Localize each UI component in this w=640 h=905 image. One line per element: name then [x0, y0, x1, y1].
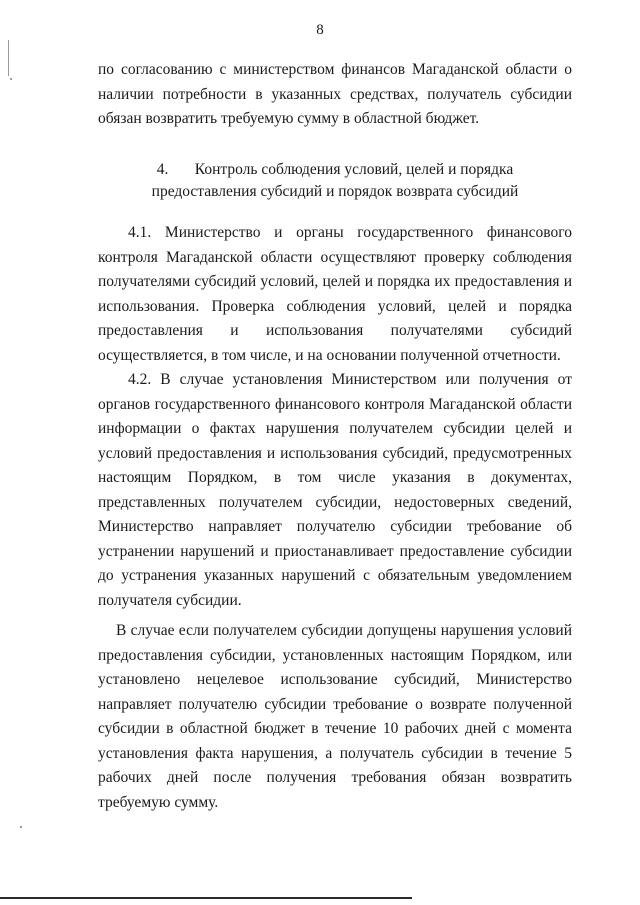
- page-number: 8: [316, 22, 324, 38]
- section-title-line-1: Контроль соблюдения условий, целей и порядка: [194, 161, 514, 178]
- paragraph-4-2: 4.2. В случае установления Министерством или получения от органов государственного финансового контроля Магаданской области информации о фактах нарушения получателем субсидии целей и условий предоставления и использования субсидий, предусмотренных настоящим Порядком, в том числе указания в документах, представленных получателем субсидии, недостоверных сведений, Министерство направляет получателю субсидии требование об устранении нарушений и приостанавливает предоставление субсидии до устранения указанных нарушений с обязательным уведомлением получателя субсидии.: [98, 371, 572, 609]
- scan-mark-edge: [20, 826, 22, 828]
- paragraph-4-1: 4.1. Министерство и органы государственного финансового контроля Магаданской области осуществляют проверку соблюдения получателями субсидий условий, целей и порядка их предоставления и использования. Проверка соблюдения условий, целей и порядка предоставления и использования получателями субсидий осуществляется, в том числе, и на основании полученной отчетности.: [98, 224, 572, 364]
- intro-text: по согласованию с министерством финансов Магаданской области о наличии потребности в указанных средствах, получатель субсидии обязан возвратить требуемую сумму в областной бюджет.: [98, 61, 572, 127]
- section-body: [98, 221, 572, 815]
- section-title-line-2: предоставления субсидий и порядок возврата субсидий: [151, 183, 519, 200]
- paragraph-4-2-continued: В случае если получателем субсидии допущены нарушения условий предоставления субсидии, установленных настоящим Порядком, или установлено нецелевое использование субсидий, Министерство направляет получателю субсидии требование о возврате полученной субсидии в областной бюджет в течение 10 рабочих дней с момента установления факта нарушения, а получатель субсидии в течение 5 рабочих дней после получения требования обязан возвратить требуемую сумму.: [98, 622, 572, 811]
- intro-paragraph: [98, 58, 572, 132]
- scan-mark-left-dot: [10, 78, 12, 80]
- section-number: 4.: [156, 161, 169, 178]
- section-heading-line-1: [98, 159, 572, 181]
- bottom-edge-line: [0, 897, 412, 899]
- scan-mark-left: [8, 40, 9, 76]
- section-heading: [98, 159, 572, 203]
